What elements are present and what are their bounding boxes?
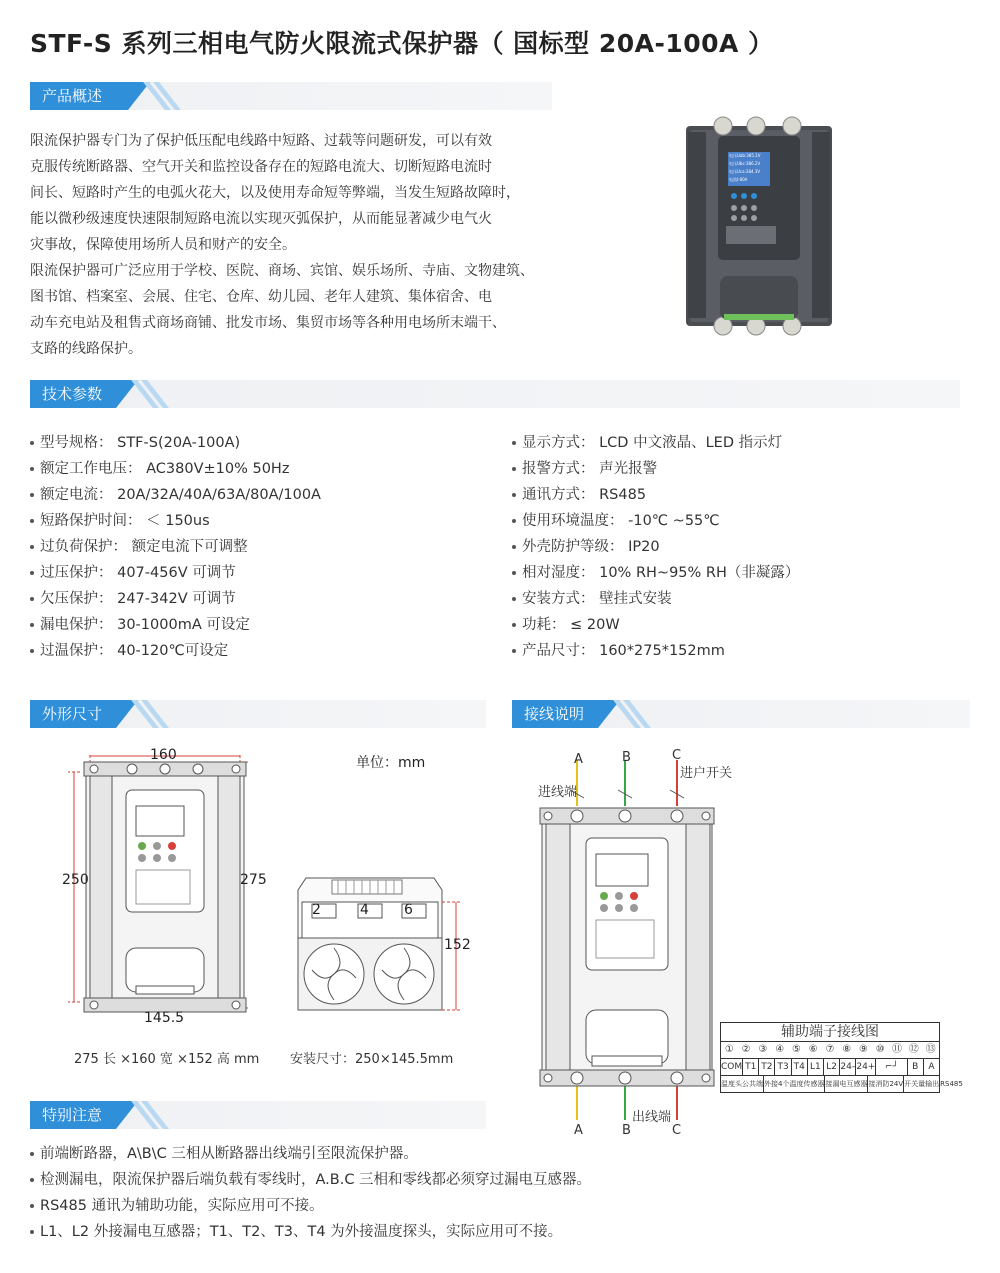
terminal-number: 2: [312, 902, 321, 918]
front-view-drawing: [60, 740, 280, 1040]
bullet-icon: [30, 597, 34, 601]
section-title-specs: 技术参数: [30, 380, 116, 408]
spec-item: [30, 560, 470, 586]
spec-text: 过压保护： 407-456V 可调节: [40, 565, 236, 581]
section-title-notes: 特别注意: [30, 1101, 116, 1129]
phase-label-c-bottom: C: [672, 1123, 682, 1138]
spec-text: 功耗： ≤ 20W: [522, 617, 620, 633]
screen-line: 电流I:80A: [729, 177, 748, 182]
aux-term: L2: [824, 1059, 840, 1075]
section-title-wiring: 接线说明: [512, 700, 598, 728]
dimension-height-right: 275: [240, 872, 267, 888]
section-header-specs: [30, 380, 116, 408]
spec-item: [30, 534, 470, 560]
bullet-icon: [30, 1178, 34, 1182]
bullet-icon: [512, 649, 516, 653]
phase-label-b-bottom: B: [622, 1123, 631, 1138]
spec-item: [30, 586, 470, 612]
spec-item: [30, 482, 470, 508]
overview-line: 克服传统断路器、空气开关和监控设备存在的短路电流大、切断短路电流时: [30, 159, 492, 175]
spec-item: [30, 638, 470, 664]
notes-list: [30, 1141, 970, 1245]
overview-text: [30, 128, 560, 362]
note-item: [30, 1219, 970, 1245]
spec-text: 安装方式： 壁挂式安装: [522, 591, 672, 607]
spec-item: [512, 560, 972, 586]
spec-item: [512, 508, 972, 534]
bullet-icon: [30, 493, 34, 497]
aux-term: 24-: [840, 1059, 856, 1075]
bullet-icon: [512, 493, 516, 497]
aux-term: 24+: [856, 1059, 876, 1075]
note-item: [30, 1167, 970, 1193]
aux-desc: 开关量输出: [904, 1076, 940, 1092]
bullet-icon: [30, 571, 34, 575]
aux-number: ⑧: [842, 1044, 852, 1055]
bullet-icon: [30, 1152, 34, 1156]
bullet-icon: [512, 519, 516, 523]
product-image: [684, 108, 834, 340]
spec-item: [30, 430, 470, 456]
note-text: 检测漏电，限流保护器后端负载有零线时，A.B.C 三相和零线都必须穿过漏电互感器。: [40, 1172, 592, 1188]
incoming-switch-label: 进户开关: [680, 766, 733, 781]
bullet-icon: [512, 571, 516, 575]
aux-number: ⑩: [875, 1044, 885, 1055]
spec-text: 欠压保护： 247-342V 可调节: [40, 591, 236, 607]
note-text: 前端断路器，A\B\C 三相从断路器出线端引至限流保护器。: [40, 1146, 418, 1162]
terminal-number: 6: [404, 902, 413, 918]
spec-item: [512, 456, 972, 482]
spec-text: 使用环境温度： -10℃ ~55℃: [522, 513, 720, 529]
aux-number: ⑪: [892, 1044, 903, 1055]
aux-desc: 接漏电互感器: [825, 1076, 868, 1092]
spec-text: 产品尺寸： 160*275*152mm: [522, 643, 725, 659]
bullet-icon: [512, 623, 516, 627]
spec-text: 漏电保护： 30-1000mA 可设定: [40, 617, 250, 633]
bullet-icon: [30, 1204, 34, 1208]
aux-terminal-table: [720, 1022, 963, 1093]
section-header-overview: [30, 82, 128, 110]
spec-item: [512, 612, 972, 638]
aux-desc: 温度头公共端: [721, 1076, 764, 1092]
caption-install: 安装尺寸：250×145.5mm: [290, 1052, 454, 1067]
bullet-icon: [30, 1230, 34, 1234]
unit-label: 单位：mm: [356, 755, 426, 771]
aux-number-row: [721, 1042, 939, 1059]
aux-term: T2: [759, 1059, 775, 1075]
spec-text: 过温保护： 40-120℃可设定: [40, 643, 229, 659]
overview-line: 限流保护器专门为了保护低压配电线路中短路、过载等问题研发，可以有效: [30, 133, 492, 149]
aux-term: T4: [792, 1059, 808, 1075]
spec-text: 额定工作电压： AC380V±10% 50Hz: [40, 461, 290, 477]
phase-label-a-bottom: A: [574, 1123, 583, 1138]
dimension-width: 160: [150, 747, 177, 763]
spec-text: 显示方式： LCD 中文液晶、LED 指示灯: [522, 435, 783, 451]
section-header-wiring: [512, 700, 598, 728]
aux-number: ⑤: [791, 1044, 801, 1055]
dimension-depth: 152: [444, 937, 471, 953]
spec-text: 型号规格： STF-S(20A-100A): [40, 435, 241, 451]
aux-number: ⑨: [859, 1044, 868, 1055]
bullet-icon: [30, 441, 34, 445]
phase-label-c: C: [672, 748, 682, 763]
aux-number: ⑬: [925, 1044, 936, 1055]
aux-desc-row: [721, 1076, 963, 1092]
phase-label-a: A: [574, 752, 583, 767]
wiring-drawing: [530, 740, 720, 1140]
spec-text: 报警方式： 声光报警: [522, 461, 658, 477]
section-bar-specs: [30, 380, 960, 408]
spec-item: [512, 482, 972, 508]
bullet-icon: [30, 545, 34, 549]
aux-number: ⑥: [808, 1044, 818, 1055]
aux-desc: RS485: [940, 1080, 963, 1088]
aux-desc: 外接4个温度传感器: [764, 1076, 825, 1092]
section-title-overview: 产品概述: [30, 82, 128, 110]
aux-table-title: 辅助端子接线图: [721, 1023, 939, 1042]
spec-text: 短路保护时间： ＜ 150us: [40, 513, 210, 529]
bullet-icon: [30, 649, 34, 653]
overview-line: 动车充电站及租售式商场商铺、批发市场、集贸市场等各种用电场所末端干、: [30, 315, 506, 331]
overview-line: 灾事故，保障使用场所人员和财产的安全。: [30, 237, 296, 253]
bullet-icon: [30, 519, 34, 523]
spec-item: [512, 430, 972, 456]
screen-line: 电压Uab:385.1V: [729, 153, 761, 158]
aux-term: T3: [775, 1059, 791, 1075]
spec-item: [30, 508, 470, 534]
phase-label-b: B: [622, 750, 631, 765]
overview-line: 间长、短路时产生的电弧火花大，以及使用寿命短等弊端，当发生短路故障时，: [30, 185, 520, 201]
aux-term: COM: [721, 1059, 743, 1075]
spec-item: [512, 534, 972, 560]
overview-line: 限流保护器可广泛应用于学校、医院、商场、宾馆、娱乐场所、寺庙、文物建筑、: [30, 263, 534, 279]
bullet-icon: [512, 467, 516, 471]
bullet-icon: [30, 467, 34, 471]
spec-item: [512, 586, 972, 612]
aux-term: A: [928, 1062, 935, 1072]
overview-line: 支路的线路保护。: [30, 341, 142, 357]
incoming-label: 进线端: [538, 785, 578, 800]
outgoing-label: 出线端: [632, 1110, 672, 1125]
note-text: RS485 通讯为辅助功能，实际应用可不接。: [40, 1198, 324, 1214]
spec-text: 外壳防护等级： IP20: [522, 539, 660, 555]
aux-term-row: [721, 1059, 939, 1076]
bullet-icon: [512, 597, 516, 601]
aux-number: ④: [775, 1044, 785, 1055]
aux-number: ⑫: [908, 1044, 919, 1055]
relay-symbol-icon: ⌐┘: [876, 1059, 907, 1075]
spec-text: 相对湿度： 10% RH~95% RH（非凝露）: [522, 565, 800, 581]
section-header-dimensions: [30, 700, 116, 728]
dimension-bottom: 145.5: [144, 1010, 185, 1026]
spec-list-right: [512, 430, 972, 664]
screen-line: 电压Ubc:386.2V: [729, 161, 761, 166]
section-title-dimensions: 外形尺寸: [30, 700, 116, 728]
spec-item: [512, 638, 972, 664]
caption-size: 275 长 ×160 宽 ×152 高 mm: [74, 1052, 260, 1067]
note-item: [30, 1141, 970, 1167]
spec-list-left: [30, 430, 470, 664]
aux-number: ②: [741, 1044, 751, 1055]
dimension-height-left: 250: [62, 872, 89, 888]
spec-item: [30, 456, 470, 482]
overview-line: 能以微秒级速度快速限制短路电流以实现灭弧保护，从而能显著减少电气火: [30, 211, 492, 227]
bullet-icon: [512, 441, 516, 445]
aux-desc: 接消防24V: [868, 1076, 904, 1092]
spec-item: [30, 612, 470, 638]
overview-line: 图书馆、档案室、会展、住宅、仓库、幼儿园、老年人建筑、集体宿舍、电: [30, 289, 492, 305]
spec-text: 过负荷保护： 额定电流下可调整: [40, 539, 248, 555]
aux-term: B: [908, 1059, 924, 1075]
aux-number: ③: [758, 1044, 768, 1055]
terminal-number: 4: [360, 902, 369, 918]
note-text: L1、L2 外接漏电互感器；T1、T2、T3、T4 为外接温度探头，实际应用可不接。: [40, 1224, 563, 1240]
aux-term: L1: [808, 1059, 824, 1075]
screen-line: 电压Uca:384.3V: [729, 169, 761, 174]
device-screen-readout: [729, 152, 771, 184]
spec-text: 通讯方式： RS485: [522, 487, 647, 503]
aux-number: ⑦: [825, 1044, 835, 1055]
page-title: STF-S 系列三相电气防火限流式保护器（ 国标型 20A-100A ）: [30, 29, 774, 58]
note-item: [30, 1193, 970, 1219]
bullet-icon: [30, 623, 34, 627]
section-header-notes: [30, 1101, 116, 1129]
aux-term: T1: [743, 1059, 759, 1075]
spec-text: 额定电流： 20A/32A/40A/63A/80A/100A: [40, 487, 321, 503]
aux-number: ①: [724, 1044, 734, 1055]
bullet-icon: [512, 545, 516, 549]
